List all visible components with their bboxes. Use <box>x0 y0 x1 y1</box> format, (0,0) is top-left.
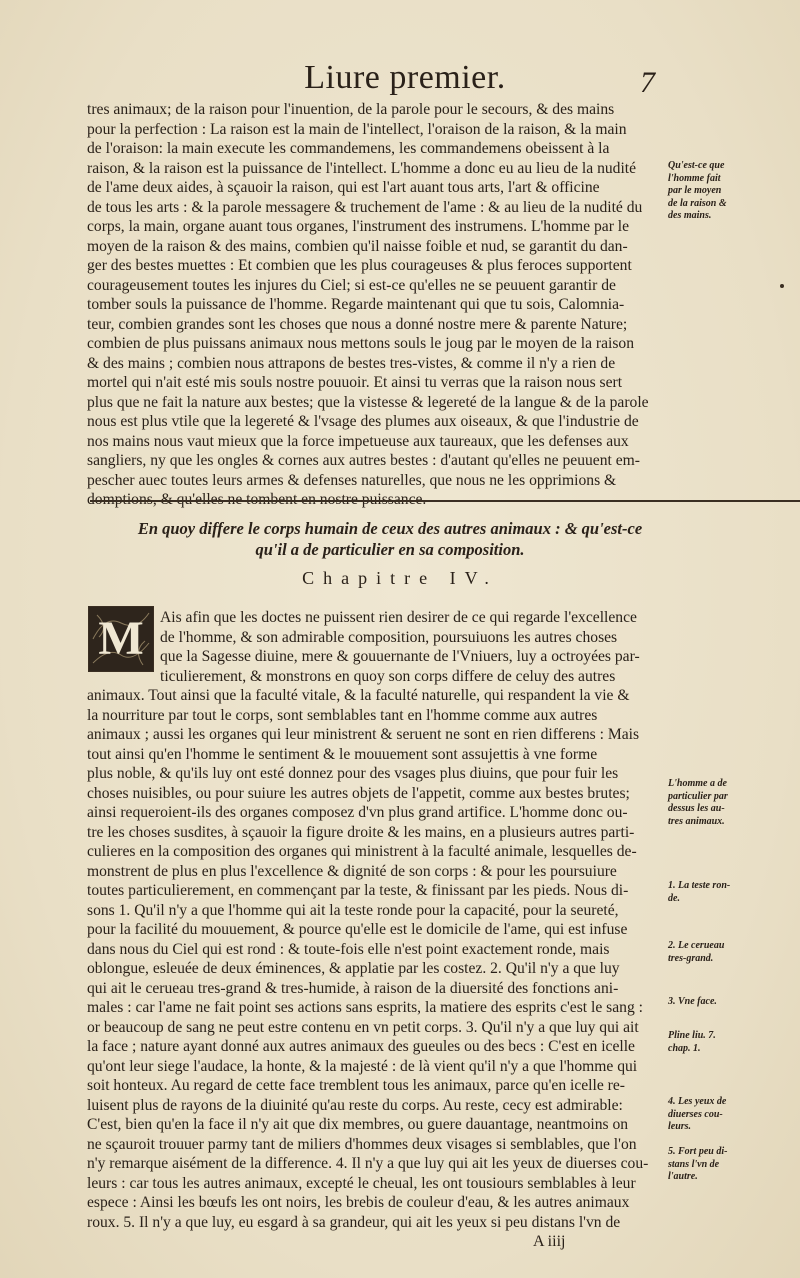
section-divider <box>90 500 800 502</box>
chapter-heading <box>110 518 670 560</box>
text-line: espece : Ainsi les bœufs les ont noirs, les brebis de couleur d'eau, & les autres animaux <box>87 1194 630 1211</box>
margin-note-line: L'homme a de <box>668 778 727 789</box>
page-number: 7 <box>640 66 655 99</box>
text-line: luisent plus de rayons de la diuinité qu'au reste du corps. Au reste, cecy est admirable: <box>87 1096 623 1114</box>
ornamental-initial <box>88 606 154 672</box>
text-line: nos mains nous vaut mieux que la force impetueuse aux taureaux, que les defenses aux <box>87 432 629 450</box>
margin-note <box>668 1096 796 1134</box>
text-line: ticulierement, & monstrons en quoy son corps differe de celuy des autres <box>160 667 616 685</box>
initial-letter: M <box>98 612 144 665</box>
text-line: de l'homme, & son admirable composition, poursuiuons les autres choses <box>160 628 618 646</box>
running-head: Liure premier. <box>304 59 506 96</box>
margin-note-line: tres animaux. <box>668 815 725 827</box>
text-line: tomber souls la puissance de l'homme. Regarde maintenant qui que tu sois, Calomnia- <box>87 296 625 313</box>
text-line: roux. 5. Il n'y a que luy, eu esgard à sa grandeur, qui ait les yeux si peu distans l'vn de <box>87 1213 621 1231</box>
text-line: la nourriture par tout le corps, sont semblables tant en l'homme comme aux autres <box>87 706 598 724</box>
text-line: domptions, & qu'elles ne tombent en nostre puissance. <box>87 491 427 508</box>
margin-note-line: Pline liu. 7. <box>668 1030 716 1041</box>
margin-note-line: particulier par <box>668 790 728 802</box>
margin-note-line: des mains. <box>668 210 712 221</box>
margin-note <box>668 996 796 1009</box>
text-line: de l'oraison: la main execute les commandemens, les commandemens obeissent à la <box>87 140 610 157</box>
text-line: sons 1. Qu'il n'y a que l'homme qui ait la teste ronde pour la capacité, pour la seureté, <box>87 901 619 919</box>
text-line: tres animaux; de la raison pour l'inuention, de la parole pour le secours, & des mains <box>87 101 615 118</box>
margin-note-line: 1. La teste ron- <box>668 880 731 891</box>
text-line: pour la facilité du mouuement, & pource qu'elle est le domicile de l'ame, qui est infuse <box>87 921 628 938</box>
text-line: qui ait le cerueau tres-grand & tres-humide, à raison de la diuersité des fonctions ani- <box>87 979 619 997</box>
text-line: de l'ame deux aides, à sçauoir la raison, qui est l'art auant tous arts, l'art & officine <box>87 179 600 196</box>
text-line: sangliers, ny que les ongles & cornes aux autres bestes : d'autant qu'elles ne peuuent em- <box>87 452 640 469</box>
margin-note-line: 3. Vne face. <box>668 996 717 1007</box>
text-line: dans nous du Ciel qui est rond : & toute-fois elle n'est point exactement ronde, mais <box>87 940 610 958</box>
text-line: n'y remarque aisément de la difference. 4. Il n'y a que luy qui ait les yeux de diuerses cou- <box>87 1155 649 1172</box>
margin-note <box>668 1030 796 1055</box>
text-line: or beaucoup de sang ne peut estre contenu en vn petit corps. 3. Qu'il n'y a que luy qui ait <box>87 1018 639 1036</box>
margin-note-line: chap. 1. <box>668 1042 701 1054</box>
body-text-top <box>87 100 665 510</box>
text-line: males : car l'ame ne fait point ses actions sans esprits, la matiere des esprits c'est le sang : <box>87 999 643 1016</box>
margin-note <box>668 1146 796 1184</box>
margin-note-line: 2. Le cerueau <box>668 940 725 951</box>
margin-note-line: diuerses cou- <box>668 1108 723 1120</box>
margin-note-line: tres-grand. <box>668 952 714 964</box>
margin-note-line: 5. Fort peu di- <box>668 1146 728 1157</box>
margin-note-line: leurs. <box>668 1121 692 1132</box>
text-line: pescher auec toutes leurs armes & defenses naturelles, que nous ne les opprimions & <box>87 471 617 489</box>
text-line: plus noble, & qu'ils luy ont esté donnez pour des vsages plus diuins, que pour fuir les <box>87 765 619 782</box>
margin-note-line: par le moyen <box>668 185 722 196</box>
text-line: leurs : car tous les autres animaux, excepté le cheual, les ont tousiours semblables à leur <box>87 1174 636 1192</box>
text-line: Ais afin que les doctes ne puissent rien desirer de ce qui regarde l'excellence <box>160 609 637 626</box>
signature-mark: A iiij <box>533 1233 566 1250</box>
margin-note-line: l'autre. <box>668 1171 698 1182</box>
margin-note <box>668 940 796 965</box>
text-line: culieres en la composition des organes qui ministrent à la faculté animale, lesquelles de- <box>87 843 637 860</box>
margin-note-line: stans l'vn de <box>668 1158 720 1170</box>
text-line: C'est, bien qu'en la face il n'y ait que dix membres, ou guere dauantage, neantmoins on <box>87 1116 629 1133</box>
ink-speck <box>780 284 784 288</box>
text-line: moyen de la raison & des mains, combien qu'il naisse foible et nud, se garantit du dan- <box>87 237 628 255</box>
text-line: monstrent de plus en plus l'excellence & dignité de son corps : & pour les poursuiure <box>87 862 617 880</box>
text-line: mortel qui n'ait esté mis souls nostre pouuoir. Et ainsi tu verras que la raison nous sert <box>87 374 623 391</box>
text-line: tout ainsi qu'en l'homme le sentiment & le mouuement sont assujettis à vne forme <box>87 745 598 763</box>
text-line: teur, combien grandes sont les choses que nous a donné nostre mere & parente Nature; <box>87 315 628 333</box>
margin-note-line: dessus les au- <box>668 803 725 814</box>
text-line: & des mains ; combien nous attrapons de bestes tres-vistes, & comme il n'y a rien de <box>87 354 616 372</box>
text-line: ainsi requeroient-ils des organes composez d'vn plus grand artifice. L'homme donc ou- <box>87 804 628 821</box>
margin-note-line: Qu'est-ce que <box>668 160 725 171</box>
text-line: corps, la main, organe auant tous organes, l'instrument des instrumens. L'homme par le <box>87 218 630 235</box>
text-line: pour la perfection : La raison est la main de l'intellect, l'oraison de la raison, & la main <box>87 120 627 138</box>
margin-note <box>668 880 796 905</box>
chapter-heading-line: qu'il a de particulier en sa composition. <box>255 540 525 559</box>
margin-note <box>668 160 796 223</box>
text-line: tre les choses susdites, à sçauoir la figure droite & les mains, en a plusieurs autres parti- <box>87 823 635 841</box>
text-line: animaux. Tout ainsi que la faculté vitale, & la faculté naturelle, qui respandent la vie & <box>87 687 630 704</box>
text-line: soit honteux. Au regard de cette face tremblent tous les animaux, parce qu'en icelle re- <box>87 1077 625 1094</box>
text-line: toutes particulierement, en commençant par la teste, & finissant par les pieds. Nous di- <box>87 882 629 899</box>
margin-note-line: l'homme fait <box>668 172 721 184</box>
text-line: oblongue, esleuée de deux éminences, & applatie par les costez. 2. Qu'il n'y a que luy <box>87 960 620 977</box>
body-text-chapter <box>87 686 665 1232</box>
text-line: choses nuisibles, ou pour suiure les autres objets de l'appetit, comme aux bestes brutes; <box>87 784 630 802</box>
margin-note <box>668 778 796 828</box>
margin-note-line: de. <box>668 892 680 904</box>
text-line: la face ; nature ayant donné aux autres animaux des gueules ou des becs : C'est en icelle <box>87 1038 635 1055</box>
text-line: que la Sagesse diuine, mere & gouuernante de l'Vniuers, luy a octroyées par- <box>160 648 640 665</box>
margin-note-line: 4. Les yeux de <box>668 1096 727 1107</box>
text-line: plus que ne fait la nature aux bestes; que la vistesse & legereté de la langue & de la parole <box>87 393 649 411</box>
text-line: ger des bestes muettes : Et combien que les plus courageuses & plus feroces supportent <box>87 257 632 274</box>
text-line: ne sçauroit trouuer parmy tant de miliers d'hommes deux visages si semblables, que l'on <box>87 1135 637 1153</box>
text-line: qu'ont leur siege l'audace, la honte, & la majesté : de là vient qu'il n'y a que l'homme qui <box>87 1057 638 1075</box>
text-line: raison, & la raison est la puissance de l'intellect. L'homme a donc eu au lieu de la nudité <box>87 159 637 177</box>
margin-note-line: de la raison & <box>668 197 727 209</box>
text-line: combien de plus puissans animaux nous mettons souls le joug par le moyen de la raison <box>87 335 634 352</box>
text-line: de tous les arts : & la parole messagere & truchement de l'ame : & au lieu de la nudité du <box>87 198 643 216</box>
chapter-heading-line: En quoy differe le corps humain de ceux des autres animaux : & qu'est-ce <box>137 519 643 538</box>
text-line: nous est plus vtile que la legereté & l'vsage des plumes aux oiseaux, & que l'industrie de <box>87 413 639 430</box>
chapter-opening-text <box>160 608 665 686</box>
text-line: animaux ; aussi les organes qui leur ministrent & seruent ne sont en rien differens : Mais <box>87 726 640 743</box>
chapter-number: Chapitre IV. <box>302 568 498 588</box>
text-line: courageusement toutes les injures du Ciel; si est-ce qu'elles ne se peuuent garantir de <box>87 276 616 294</box>
